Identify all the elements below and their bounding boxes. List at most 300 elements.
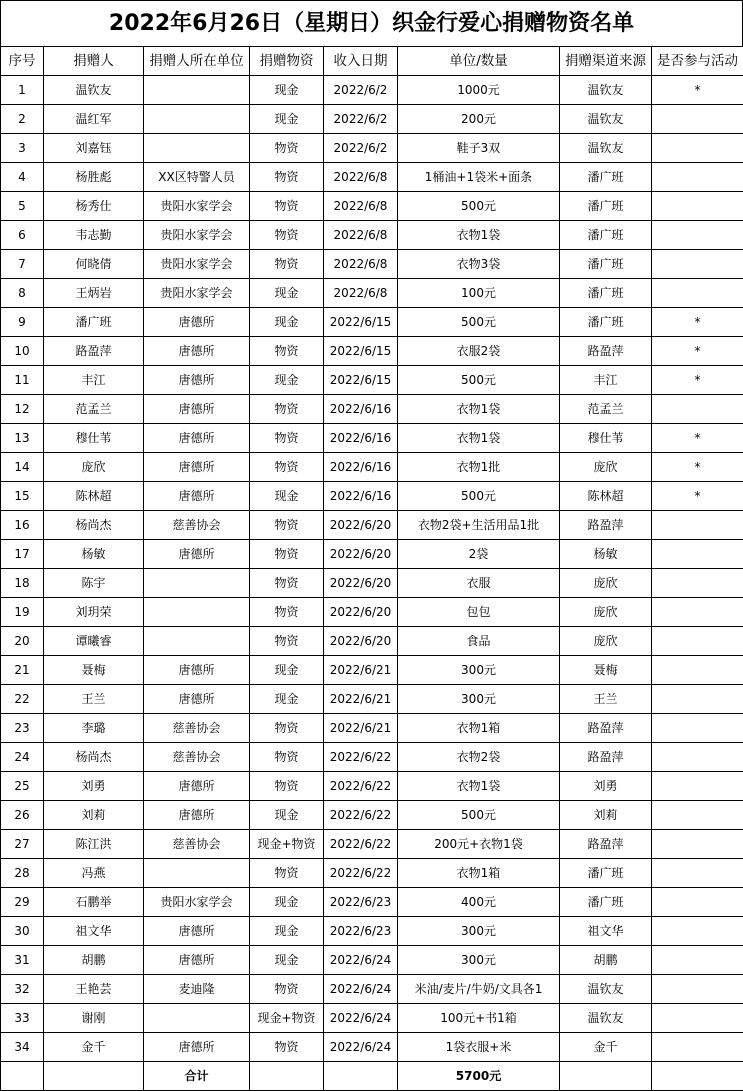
cell-index: 5: [1, 192, 44, 221]
cell-organization: 慈善协会: [144, 830, 250, 859]
cell-channel: 庞欣: [560, 627, 652, 656]
cell-index: 27: [1, 830, 44, 859]
cell-index: 24: [1, 743, 44, 772]
total-cell-empty: [652, 1062, 743, 1091]
cell-channel: 庞欣: [560, 598, 652, 627]
sheet-title: 2022年6月26日（星期日）织金行爱心捐赠物资名单: [0, 0, 743, 46]
cell-type: 现金: [250, 888, 324, 917]
cell-date: 2022/6/23: [324, 917, 398, 946]
cell-organization: 唐德所: [144, 395, 250, 424]
cell-channel: 温钦友: [560, 134, 652, 163]
total-cell-empty: [1, 1062, 44, 1091]
table-row: [1, 453, 743, 482]
cell-organization: 唐德所: [144, 540, 250, 569]
cell-quantity: 500元: [398, 801, 560, 830]
table-row: [1, 598, 743, 627]
cell-channel: 庞欣: [560, 569, 652, 598]
cell-index: 19: [1, 598, 44, 627]
cell-date: 2022/6/22: [324, 772, 398, 801]
cell-index: 21: [1, 656, 44, 685]
cell-channel: 潘广班: [560, 308, 652, 337]
cell-channel: 路盈萍: [560, 337, 652, 366]
cell-channel: 温钦友: [560, 105, 652, 134]
cell-channel: 金千: [560, 1033, 652, 1062]
cell-date: 2022/6/20: [324, 569, 398, 598]
cell-quantity: 1袋衣服+米: [398, 1033, 560, 1062]
total-cell-empty: [560, 1062, 652, 1091]
total-amount: 5700元: [398, 1062, 560, 1091]
table-row: [1, 482, 743, 511]
cell-type: 物资: [250, 772, 324, 801]
cell-type: 物资: [250, 1033, 324, 1062]
cell-organization: 慈善协会: [144, 714, 250, 743]
cell-donor: 穆仕苇: [44, 424, 144, 453]
cell-channel: 路盈萍: [560, 511, 652, 540]
cell-channel: 陈林超: [560, 482, 652, 511]
cell-donor: 王炳岩: [44, 279, 144, 308]
cell-quantity: 食品: [398, 627, 560, 656]
cell-channel: 庞欣: [560, 453, 652, 482]
cell-channel: 杨敏: [560, 540, 652, 569]
cell-organization: 唐德所: [144, 453, 250, 482]
cell-organization: [144, 1004, 250, 1033]
cell-date: 2022/6/2: [324, 105, 398, 134]
cell-date: 2022/6/22: [324, 801, 398, 830]
table-row: [1, 192, 743, 221]
cell-index: 4: [1, 163, 44, 192]
cell-channel: 路盈萍: [560, 743, 652, 772]
cell-type: 物资: [250, 743, 324, 772]
cell-type: 物资: [250, 221, 324, 250]
cell-donor: 潘广班: [44, 308, 144, 337]
cell-quantity: 衣物1箱: [398, 714, 560, 743]
cell-index: 1: [1, 76, 44, 105]
cell-index: 17: [1, 540, 44, 569]
table-row: [1, 308, 743, 337]
cell-type: 物资: [250, 250, 324, 279]
cell-index: 29: [1, 888, 44, 917]
cell-type: 现金: [250, 279, 324, 308]
header-cell-index: 序号: [1, 47, 44, 76]
cell-quantity: 100元+书1箱: [398, 1004, 560, 1033]
cell-participation: [652, 279, 743, 308]
cell-organization: 唐德所: [144, 801, 250, 830]
header-cell-channel: 捐赠渠道来源: [560, 47, 652, 76]
cell-channel: 穆仕苇: [560, 424, 652, 453]
cell-index: 28: [1, 859, 44, 888]
cell-quantity: 衣服2袋: [398, 337, 560, 366]
header-row: [1, 47, 743, 76]
cell-type: 物资: [250, 163, 324, 192]
cell-type: 现金: [250, 76, 324, 105]
cell-quantity: 1桶油+1袋米+面条: [398, 163, 560, 192]
cell-type: 物资: [250, 540, 324, 569]
cell-organization: [144, 105, 250, 134]
cell-participation: *: [652, 337, 743, 366]
table-row: [1, 946, 743, 975]
header-cell-date: 收入日期: [324, 47, 398, 76]
cell-index: 16: [1, 511, 44, 540]
cell-index: 9: [1, 308, 44, 337]
cell-channel: 祖文华: [560, 917, 652, 946]
cell-index: 18: [1, 569, 44, 598]
cell-index: 26: [1, 801, 44, 830]
cell-quantity: 衣物2袋+生活用品1批: [398, 511, 560, 540]
cell-date: 2022/6/8: [324, 163, 398, 192]
cell-organization: 唐德所: [144, 337, 250, 366]
cell-index: 31: [1, 946, 44, 975]
cell-quantity: 100元: [398, 279, 560, 308]
cell-channel: 温钦友: [560, 1004, 652, 1033]
cell-channel: 路盈萍: [560, 714, 652, 743]
cell-quantity: 500元: [398, 308, 560, 337]
cell-quantity: 300元: [398, 685, 560, 714]
cell-quantity: 200元: [398, 105, 560, 134]
cell-date: 2022/6/21: [324, 656, 398, 685]
cell-date: 2022/6/20: [324, 627, 398, 656]
cell-date: 2022/6/24: [324, 946, 398, 975]
cell-date: 2022/6/23: [324, 888, 398, 917]
table-row: [1, 424, 743, 453]
cell-quantity: 200元+衣物1袋: [398, 830, 560, 859]
cell-index: 12: [1, 395, 44, 424]
cell-quantity: 500元: [398, 192, 560, 221]
cell-date: 2022/6/16: [324, 482, 398, 511]
table-body: [1, 76, 743, 1062]
donation-table: [0, 46, 743, 1091]
table-row: [1, 395, 743, 424]
cell-organization: 唐德所: [144, 366, 250, 395]
cell-index: 22: [1, 685, 44, 714]
cell-date: 2022/6/8: [324, 221, 398, 250]
cell-donor: 温钦友: [44, 76, 144, 105]
cell-quantity: 400元: [398, 888, 560, 917]
cell-channel: 范孟兰: [560, 395, 652, 424]
cell-organization: [144, 569, 250, 598]
header-cell-donor: 捐赠人: [44, 47, 144, 76]
cell-type: 现金: [250, 308, 324, 337]
cell-index: 20: [1, 627, 44, 656]
header-cell-organization: 捐赠人所在单位: [144, 47, 250, 76]
cell-organization: [144, 859, 250, 888]
cell-organization: 麦迪隆: [144, 975, 250, 1004]
cell-date: 2022/6/22: [324, 859, 398, 888]
cell-date: 2022/6/24: [324, 1033, 398, 1062]
cell-participation: [652, 772, 743, 801]
cell-donor: 谢刚: [44, 1004, 144, 1033]
cell-participation: *: [652, 453, 743, 482]
cell-channel: 温钦友: [560, 76, 652, 105]
table-row: [1, 772, 743, 801]
cell-date: 2022/6/16: [324, 395, 398, 424]
cell-channel: 潘广班: [560, 859, 652, 888]
cell-date: 2022/6/15: [324, 337, 398, 366]
cell-participation: [652, 540, 743, 569]
total-cell-empty: [250, 1062, 324, 1091]
cell-participation: [652, 656, 743, 685]
cell-donor: 杨敏: [44, 540, 144, 569]
cell-participation: *: [652, 482, 743, 511]
cell-index: 13: [1, 424, 44, 453]
cell-date: 2022/6/8: [324, 250, 398, 279]
cell-donor: 杨尚杰: [44, 743, 144, 772]
cell-donor: 陈江洪: [44, 830, 144, 859]
table-row: [1, 714, 743, 743]
table-row: [1, 569, 743, 598]
cell-donor: 杨秀仕: [44, 192, 144, 221]
cell-quantity: 米油/麦片/牛奶/文具各1: [398, 975, 560, 1004]
cell-organization: 唐德所: [144, 917, 250, 946]
cell-participation: [652, 105, 743, 134]
cell-quantity: 衣物1袋: [398, 424, 560, 453]
table-row: [1, 337, 743, 366]
cell-date: 2022/6/8: [324, 192, 398, 221]
cell-type: 物资: [250, 424, 324, 453]
cell-index: 2: [1, 105, 44, 134]
cell-participation: [652, 714, 743, 743]
table-row: [1, 221, 743, 250]
cell-organization: 唐德所: [144, 482, 250, 511]
cell-organization: [144, 134, 250, 163]
cell-index: 15: [1, 482, 44, 511]
cell-participation: *: [652, 366, 743, 395]
cell-quantity: 衣物1批: [398, 453, 560, 482]
cell-type: 物资: [250, 569, 324, 598]
cell-donor: 庞欣: [44, 453, 144, 482]
cell-type: 物资: [250, 395, 324, 424]
cell-date: 2022/6/24: [324, 975, 398, 1004]
cell-quantity: 1000元: [398, 76, 560, 105]
table-row: [1, 656, 743, 685]
cell-channel: 温钦友: [560, 975, 652, 1004]
cell-organization: 唐德所: [144, 308, 250, 337]
header-cell-participation: 是否参与活动: [652, 47, 743, 76]
cell-participation: [652, 569, 743, 598]
cell-participation: [652, 743, 743, 772]
cell-donor: 金千: [44, 1033, 144, 1062]
table-row: [1, 511, 743, 540]
cell-participation: [652, 163, 743, 192]
cell-channel: 潘广班: [560, 192, 652, 221]
cell-quantity: 衣物1袋: [398, 395, 560, 424]
total-label: 合计: [144, 1062, 250, 1091]
cell-organization: XX区特警人员: [144, 163, 250, 192]
cell-type: 现金: [250, 105, 324, 134]
cell-type: 物资: [250, 337, 324, 366]
table-row: [1, 917, 743, 946]
cell-date: 2022/6/15: [324, 308, 398, 337]
cell-type: 现金: [250, 946, 324, 975]
table-row: [1, 627, 743, 656]
cell-index: 14: [1, 453, 44, 482]
table-row: [1, 743, 743, 772]
cell-date: 2022/6/24: [324, 1004, 398, 1033]
cell-index: 8: [1, 279, 44, 308]
cell-quantity: 衣物1袋: [398, 221, 560, 250]
cell-participation: [652, 685, 743, 714]
cell-participation: *: [652, 308, 743, 337]
cell-organization: [144, 627, 250, 656]
cell-index: 10: [1, 337, 44, 366]
cell-donor: 刘莉: [44, 801, 144, 830]
cell-type: 现金: [250, 366, 324, 395]
cell-participation: [652, 221, 743, 250]
cell-donor: 刘玥荣: [44, 598, 144, 627]
cell-donor: 王艳芸: [44, 975, 144, 1004]
cell-quantity: 衣物2袋: [398, 743, 560, 772]
cell-index: 7: [1, 250, 44, 279]
cell-quantity: 300元: [398, 946, 560, 975]
cell-channel: 王兰: [560, 685, 652, 714]
cell-type: 物资: [250, 134, 324, 163]
cell-organization: 贵阳水家学会: [144, 250, 250, 279]
total-cell-empty: [324, 1062, 398, 1091]
cell-quantity: 包包: [398, 598, 560, 627]
cell-participation: [652, 1004, 743, 1033]
cell-donor: 胡鹏: [44, 946, 144, 975]
cell-donor: 韦志勤: [44, 221, 144, 250]
table-row: [1, 76, 743, 105]
cell-type: 现金: [250, 482, 324, 511]
cell-donor: 李璐: [44, 714, 144, 743]
cell-channel: 潘广班: [560, 888, 652, 917]
cell-organization: 唐德所: [144, 656, 250, 685]
cell-donor: 刘嘉钰: [44, 134, 144, 163]
cell-channel: 潘广班: [560, 163, 652, 192]
cell-organization: 贵阳水家学会: [144, 221, 250, 250]
header-cell-quantity: 单位/数量: [398, 47, 560, 76]
cell-date: 2022/6/16: [324, 424, 398, 453]
cell-participation: [652, 801, 743, 830]
cell-donor: 祖文华: [44, 917, 144, 946]
table-row: [1, 105, 743, 134]
cell-donor: 何晓倩: [44, 250, 144, 279]
cell-organization: [144, 598, 250, 627]
cell-participation: [652, 134, 743, 163]
cell-donor: 石鹏举: [44, 888, 144, 917]
cell-participation: [652, 511, 743, 540]
cell-channel: 潘广班: [560, 279, 652, 308]
cell-organization: 慈善协会: [144, 511, 250, 540]
cell-organization: 贵阳水家学会: [144, 279, 250, 308]
cell-date: 2022/6/20: [324, 598, 398, 627]
cell-participation: [652, 917, 743, 946]
table-row: [1, 859, 743, 888]
cell-quantity: 300元: [398, 917, 560, 946]
table-row: [1, 830, 743, 859]
cell-type: 现金: [250, 917, 324, 946]
table-row: [1, 134, 743, 163]
cell-date: 2022/6/8: [324, 279, 398, 308]
cell-index: 32: [1, 975, 44, 1004]
cell-index: 11: [1, 366, 44, 395]
table-row: [1, 975, 743, 1004]
cell-organization: 唐德所: [144, 946, 250, 975]
cell-type: 物资: [250, 598, 324, 627]
table-row: [1, 685, 743, 714]
cell-donor: 谭曦睿: [44, 627, 144, 656]
cell-participation: [652, 1033, 743, 1062]
cell-quantity: 300元: [398, 656, 560, 685]
cell-date: 2022/6/16: [324, 453, 398, 482]
cell-index: 34: [1, 1033, 44, 1062]
cell-donor: 王兰: [44, 685, 144, 714]
cell-index: 25: [1, 772, 44, 801]
cell-date: 2022/6/2: [324, 76, 398, 105]
cell-participation: [652, 250, 743, 279]
cell-type: 物资: [250, 859, 324, 888]
cell-quantity: 2袋: [398, 540, 560, 569]
cell-donor: 陈宇: [44, 569, 144, 598]
table-row: [1, 1033, 743, 1062]
cell-participation: [652, 975, 743, 1004]
cell-participation: *: [652, 424, 743, 453]
cell-channel: 丰江: [560, 366, 652, 395]
cell-participation: *: [652, 76, 743, 105]
table-row: [1, 250, 743, 279]
total-cell-empty: [44, 1062, 144, 1091]
cell-participation: [652, 859, 743, 888]
cell-channel: 潘广班: [560, 250, 652, 279]
table-row: [1, 279, 743, 308]
table-row: [1, 366, 743, 395]
cell-channel: 路盈萍: [560, 830, 652, 859]
cell-participation: [652, 192, 743, 221]
cell-date: 2022/6/2: [324, 134, 398, 163]
cell-type: 物资: [250, 453, 324, 482]
cell-channel: 刘莉: [560, 801, 652, 830]
table-row: [1, 1004, 743, 1033]
table-row: [1, 801, 743, 830]
cell-participation: [652, 830, 743, 859]
cell-organization: 慈善协会: [144, 743, 250, 772]
cell-type: 现金: [250, 801, 324, 830]
cell-type: 物资: [250, 511, 324, 540]
cell-date: 2022/6/22: [324, 743, 398, 772]
cell-type: 物资: [250, 627, 324, 656]
header-cell-type: 捐赠物资: [250, 47, 324, 76]
cell-quantity: 衣物1袋: [398, 772, 560, 801]
cell-date: 2022/6/20: [324, 540, 398, 569]
cell-quantity: 衣服: [398, 569, 560, 598]
cell-quantity: 500元: [398, 366, 560, 395]
cell-organization: 唐德所: [144, 1033, 250, 1062]
cell-date: 2022/6/15: [324, 366, 398, 395]
cell-organization: 贵阳水家学会: [144, 192, 250, 221]
cell-donor: 杨胜彪: [44, 163, 144, 192]
cell-donor: 聂梅: [44, 656, 144, 685]
cell-donor: 丰江: [44, 366, 144, 395]
cell-type: 现金: [250, 656, 324, 685]
cell-donor: 刘勇: [44, 772, 144, 801]
cell-organization: [144, 76, 250, 105]
table-row: [1, 888, 743, 917]
cell-channel: 聂梅: [560, 656, 652, 685]
cell-donor: 陈林超: [44, 482, 144, 511]
table-row: [1, 540, 743, 569]
cell-quantity: 鞋子3双: [398, 134, 560, 163]
cell-index: 33: [1, 1004, 44, 1033]
cell-channel: 胡鹏: [560, 946, 652, 975]
total-row: [1, 1062, 743, 1091]
cell-donor: 杨尚杰: [44, 511, 144, 540]
cell-type: 现金: [250, 685, 324, 714]
cell-date: 2022/6/21: [324, 685, 398, 714]
cell-donor: 范孟兰: [44, 395, 144, 424]
cell-donor: 温红军: [44, 105, 144, 134]
cell-index: 23: [1, 714, 44, 743]
cell-type: 物资: [250, 192, 324, 221]
